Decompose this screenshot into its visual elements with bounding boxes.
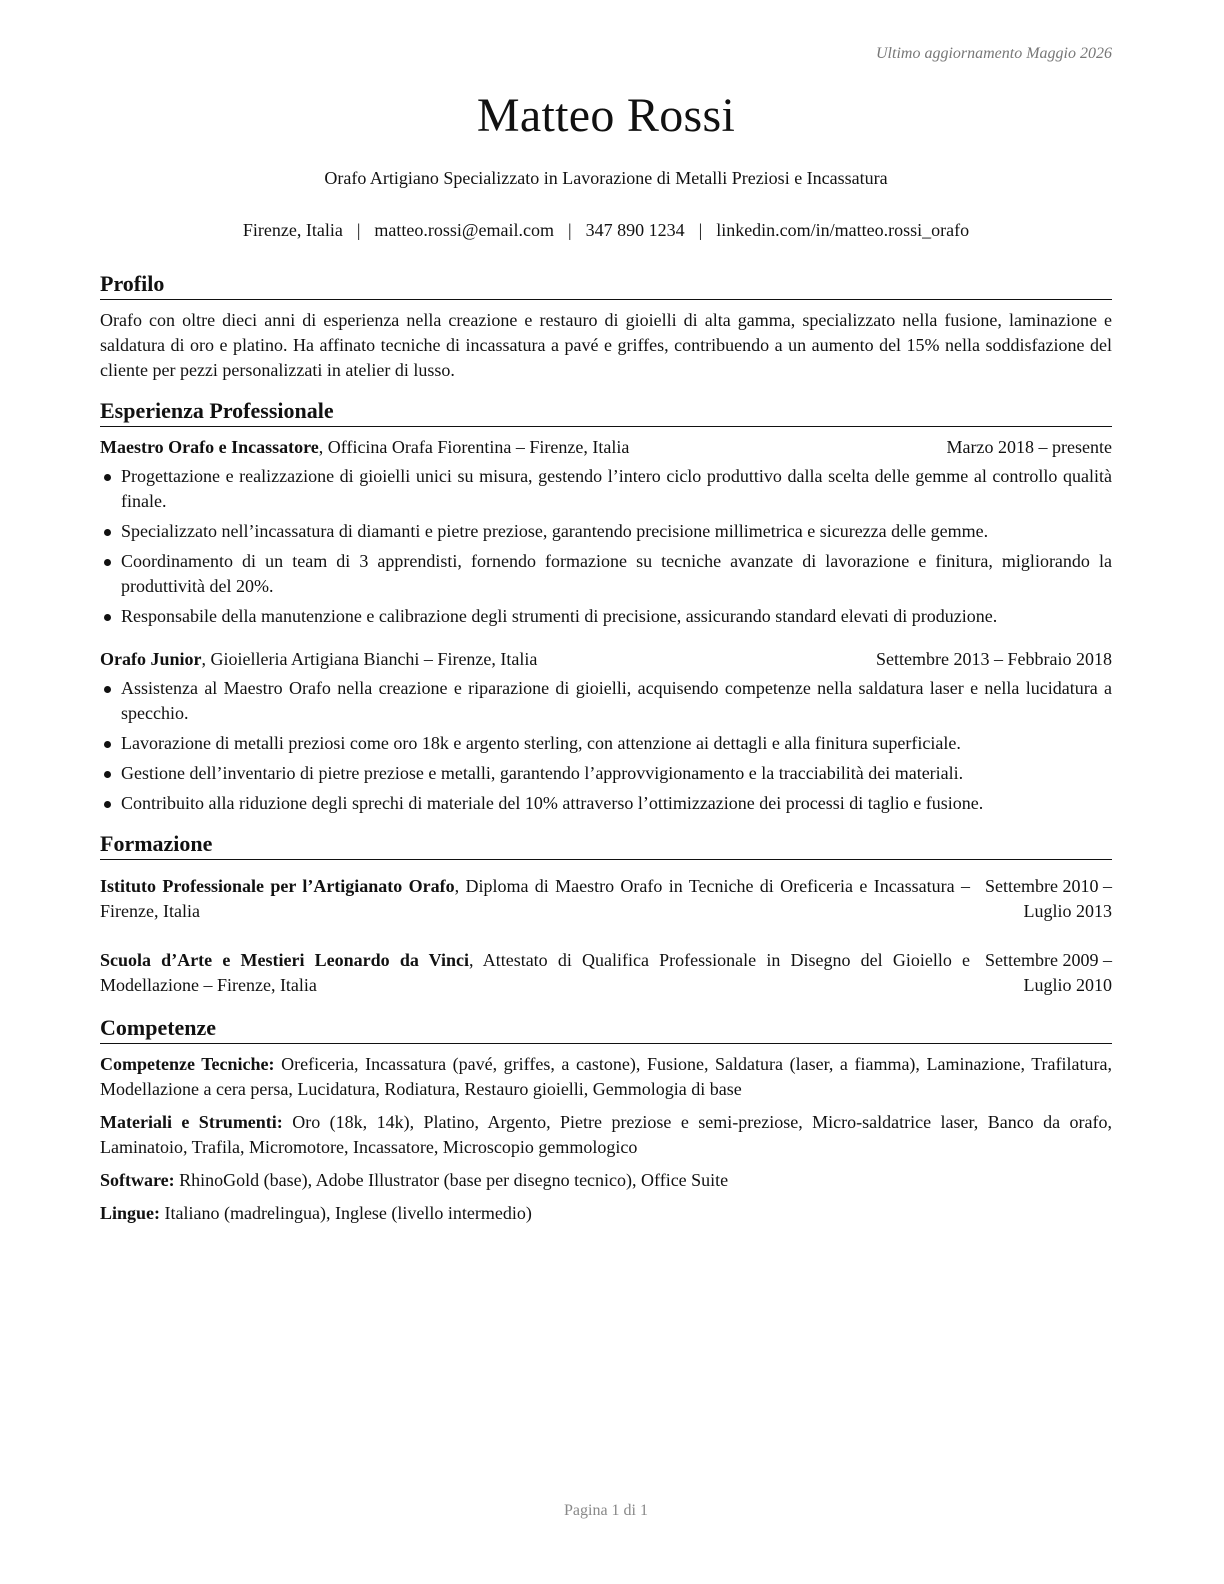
skill-label: Lingue:: [100, 1203, 161, 1223]
job-header: [100, 435, 1112, 460]
last-updated: Ultimo aggiornamento Maggio 2026: [876, 45, 1112, 62]
skill-line: [100, 1168, 1112, 1193]
section-title-experience: Esperienza Professionale: [100, 397, 1112, 427]
job-bullets: [100, 464, 1112, 629]
contact-separator: |: [356, 220, 361, 240]
resume-body: [100, 270, 1112, 1240]
job-title-line: [100, 647, 872, 672]
contact-phone: 347 890 1234: [585, 220, 685, 240]
contact-separator: |: [567, 220, 572, 240]
contact-line: [100, 220, 1112, 241]
job-bullet: Lavorazione di metalli preziosi come oro 18k e argento sterling, con attenzione ai dettagli e alla finitura superficiale.: [100, 731, 1112, 756]
section-title-skills: Competenze: [100, 1014, 1112, 1044]
job-entry: [100, 647, 1112, 816]
education-entry: [100, 874, 1112, 924]
contact-email[interactable]: matteo.rossi@email.com: [374, 220, 554, 240]
job-role: Maestro Orafo e Incassatore: [100, 437, 319, 457]
section-title-profile: Profilo: [100, 270, 1112, 300]
job-bullet: Responsabile della manutenzione e calibrazione degli strumenti di precisione, assicurando standard elevati di produzione.: [100, 604, 1112, 629]
education-school: Scuola d’Arte e Mestieri Leonardo da Vinci: [100, 950, 470, 970]
page-number: Pagina 1 di 1: [564, 1502, 648, 1519]
education-dates: Settembre 2010 – Luglio 2013: [985, 876, 1112, 921]
candidate-tagline: Orafo Artigiano Specializzato in Lavorazione di Metalli Preziosi e Incassatura: [324, 168, 888, 188]
job-bullet: Coordinamento di un team di 3 apprendisti, fornendo formazione su tecniche avanzate di lavorazione e finitura, migliorando la produttività del 20%.: [100, 549, 1112, 599]
contact-separator: |: [698, 220, 703, 240]
skill-label: Materiali e Strumenti:: [100, 1112, 283, 1132]
profile-text: Orafo con oltre dieci anni di esperienza nella creazione e restauro di gioielli di alta gamma, specializzato nella fusione, laminazione e saldatura di oro e platino. Ha affinato tecniche di incassatura a pavé e griffes, contribuendo a un aumento del 15% nella soddisfazione del cliente per pezzi personalizzati in atelier di lusso.: [100, 310, 1112, 380]
job-company: , Officina Orafa Fiorentina – Firenze, Italia: [318, 437, 630, 457]
job-dates: Settembre 2013 – Febbraio 2018: [876, 649, 1112, 669]
section-title-education: Formazione: [100, 830, 1112, 860]
contact-linkedin[interactable]: linkedin.com/in/matteo.rossi_orafo: [716, 220, 970, 240]
job-header: [100, 647, 1112, 672]
job-entry: [100, 435, 1112, 629]
experience-section: [100, 397, 1112, 816]
education-detail: , Diploma di Maestro Orafo in Tecniche di Oreficeria e Incassatura – Firenze, Italia: [100, 876, 970, 921]
job-dates: Marzo 2018 – presente: [946, 437, 1112, 457]
skill-text: RhinoGold (base), Adobe Illustrator (base per disegno tecnico), Office Suite: [174, 1170, 729, 1190]
skill-line: [100, 1201, 1112, 1226]
job-bullets: [100, 676, 1112, 816]
contact-location: Firenze, Italia: [242, 220, 343, 240]
resume-page: [100, 0, 1112, 1584]
skill-text: Oro (18k, 14k), Platino, Argento, Pietre preziose e semi-preziose, Micro-saldatrice laser, Banco da orafo, Laminatoio, Trafila, Micromotore, Incassatore, Microscopio gemmologico: [100, 1112, 1113, 1157]
candidate-name: Matteo Rossi: [476, 89, 736, 142]
education-entry: [100, 948, 1112, 998]
skill-label: Software:: [100, 1170, 175, 1190]
profile-section: [100, 270, 1112, 383]
skills-section: [100, 1014, 1112, 1226]
skill-line: [100, 1110, 1112, 1160]
skill-line: [100, 1052, 1112, 1102]
job-bullet: Specializzato nell’incassatura di diamanti e pietre preziose, garantendo precisione millimetrica e sicurezza delle gemme.: [100, 519, 1112, 544]
skill-text: Italiano (madrelingua), Inglese (livello intermedio): [160, 1203, 532, 1223]
education-text: [100, 874, 970, 924]
job-bullet: Gestione dell’inventario di pietre preziose e metalli, garantendo l’approvvigionamento e la tracciabilità dei materiali.: [100, 761, 1112, 786]
job-bullet: Contribuito alla riduzione degli sprechi di materiale del 10% attraverso l’ottimizzazione dei processi di taglio e fusione.: [100, 791, 1112, 816]
education-dates: Settembre 2009 – Luglio 2010: [985, 950, 1112, 995]
job-company: , Gioielleria Artigiana Bianchi – Firenze, Italia: [201, 649, 538, 669]
job-role: Orafo Junior: [100, 649, 202, 669]
skill-text: Oreficeria, Incassatura (pavé, griffes, a castone), Fusione, Saldatura (laser, a fiamma), Laminazione, Trafilatura, Modellazione a cera persa, Lucidatura, Rodiatura, Restauro gioielli, Gemmologia di base: [100, 1054, 1113, 1099]
skill-label: Competenze Tecniche:: [100, 1054, 275, 1074]
job-bullet: Progettazione e realizzazione di gioielli unici su misura, gestendo l’intero ciclo produttivo dalla scelta delle gemme al controllo qualità finale.: [100, 464, 1112, 514]
job-title-line: [100, 435, 947, 460]
job-bullet: Assistenza al Maestro Orafo nella creazione e riparazione di gioielli, acquisendo competenze nella saldatura laser e nella lucidatura a specchio.: [100, 676, 1112, 726]
education-text: [100, 948, 970, 998]
education-school: Istituto Professionale per l’Artigianato Orafo: [100, 876, 455, 896]
education-section: [100, 830, 1112, 998]
education-detail: , Attestato di Qualifica Professionale in Disegno del Gioiello e Modellazione – Firenze, Italia: [100, 950, 970, 995]
